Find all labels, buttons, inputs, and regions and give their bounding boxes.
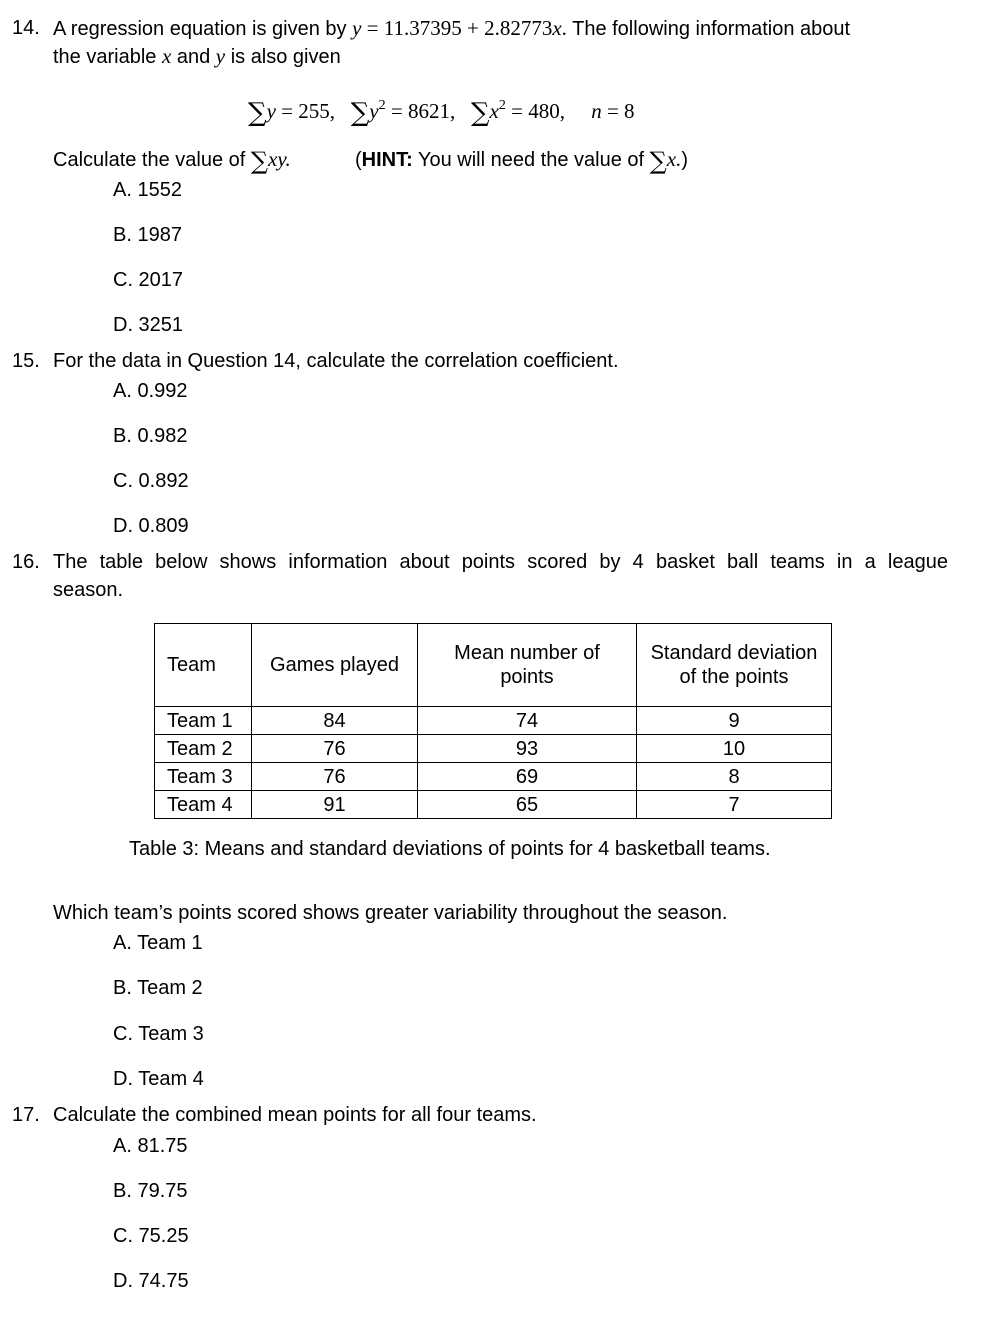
q14-eq-end: . — [561, 16, 567, 40]
q14-prompt — [53, 147, 291, 173]
table-header-row — [155, 624, 832, 707]
q15-option: B. 0.982 — [113, 425, 188, 447]
sum-x2-exponent: 2 — [498, 98, 506, 113]
sum-y2-var: y — [369, 99, 379, 123]
q15-option: D. 0.809 — [113, 515, 189, 537]
header-games-played: Games played — [252, 624, 418, 707]
q14-stem-line1 — [53, 16, 850, 41]
q16-text-line1: The table below shows information about points scored by 4 basket ball teams in a league — [53, 551, 948, 573]
q14-option: B. 1987 — [113, 224, 182, 246]
q14-eq-y: y — [352, 16, 362, 40]
q15-number: 15. — [12, 350, 40, 372]
q14-number: 14. — [12, 17, 40, 39]
q15-text: For the data in Question 14, calculate the correlation coefficient. — [53, 350, 619, 372]
sum-sigma-icon: ∑ — [350, 98, 370, 128]
cell-games: 84 — [252, 707, 418, 735]
q14-line2-a: the variable — [53, 46, 157, 68]
header-sd-points: Standard deviation of the points — [637, 624, 832, 707]
cell-sd: 9 — [637, 707, 832, 735]
q14-option: A. 1552 — [113, 179, 182, 201]
cell-team: Team 1 — [155, 707, 252, 735]
cell-team: Team 3 — [155, 763, 252, 791]
table-row — [155, 735, 832, 763]
sum-y2-exponent: 2 — [378, 98, 386, 113]
q16-text-line2: season. — [53, 579, 124, 601]
cell-sd: 10 — [637, 735, 832, 763]
q14-line2-c: is also given — [230, 46, 341, 68]
q14-stem-line2 — [53, 44, 341, 69]
sum-y-var: y — [266, 99, 276, 123]
q17-option: D. 74.75 — [113, 1270, 189, 1292]
cell-games: 91 — [252, 791, 418, 819]
q16-option: A. Team 1 — [113, 932, 203, 954]
n-var: n — [591, 99, 602, 123]
header-mean-points: Mean number of points — [418, 624, 637, 707]
hint-close: ) — [681, 149, 689, 171]
q14-sums-line — [248, 94, 635, 128]
q16-option: C. Team 3 — [113, 1023, 204, 1045]
q17-option: A. 81.75 — [113, 1135, 188, 1157]
cell-sd: 7 — [637, 791, 832, 819]
header-team: Team — [155, 624, 252, 707]
q17-number: 17. — [12, 1104, 40, 1126]
table-row — [155, 763, 832, 791]
q14-text-b: The following information about — [572, 18, 851, 40]
cell-mean: 74 — [418, 707, 637, 735]
q14-line2-b: and — [176, 46, 211, 68]
hint-label: HINT: — [361, 149, 413, 171]
q17-option: B. 79.75 — [113, 1180, 188, 1202]
cell-games: 76 — [252, 735, 418, 763]
table-caption: Table 3: Means and standard deviations of points for 4 basketball teams. — [129, 838, 771, 860]
q14-option: D. 3251 — [113, 314, 184, 336]
q14-text-a: A regression equation is given by — [53, 18, 347, 40]
q15-option: C. 0.892 — [113, 470, 189, 492]
hint-open: ( — [355, 149, 362, 171]
sum-x2-var: x — [489, 99, 499, 123]
sum-sigma-icon: ∑ — [470, 98, 490, 128]
sum-y-value: = 255, — [281, 99, 335, 123]
q14-eq-body: = 11.37395 + 2.82773 — [361, 16, 553, 40]
q16-option: B. Team 2 — [113, 977, 203, 999]
sum-sigma-icon: ∑ — [649, 147, 667, 175]
cell-sd: 8 — [637, 763, 832, 791]
q14-prompt-xy: xy. — [268, 147, 291, 171]
cell-team: Team 2 — [155, 735, 252, 763]
sum-y2-value: = 8621, — [390, 99, 456, 123]
q17-option: C. 75.25 — [113, 1225, 189, 1247]
q14-prompt-text: Calculate the value of — [53, 149, 246, 171]
q16-question: Which team’s points scored shows greater variability throughout the season. — [53, 902, 728, 924]
sum-sigma-icon: ∑ — [248, 98, 267, 128]
q14-var-y: y — [215, 44, 226, 68]
n-value: = 8 — [606, 99, 635, 123]
sum-x2-value: = 480, — [511, 99, 565, 123]
teams-table — [154, 623, 832, 819]
q14-eq-x: x — [552, 16, 562, 40]
q14-hint — [355, 147, 688, 173]
q14-var-x: x — [161, 44, 172, 68]
sum-sigma-icon: ∑ — [250, 147, 269, 175]
cell-games: 76 — [252, 763, 418, 791]
cell-mean: 65 — [418, 791, 637, 819]
q16-option: D. Team 4 — [113, 1068, 204, 1090]
q17-text: Calculate the combined mean points for all four teams. — [53, 1104, 537, 1126]
q15-option: A. 0.992 — [113, 380, 188, 402]
cell-mean: 69 — [418, 763, 637, 791]
cell-mean: 93 — [418, 735, 637, 763]
cell-team: Team 4 — [155, 791, 252, 819]
q14-option: C. 2017 — [113, 269, 184, 291]
table-row — [155, 707, 832, 735]
hint-text: You will need the value of — [417, 149, 645, 171]
table-row — [155, 791, 832, 819]
q16-number: 16. — [12, 551, 40, 573]
hint-x: x. — [666, 147, 682, 171]
